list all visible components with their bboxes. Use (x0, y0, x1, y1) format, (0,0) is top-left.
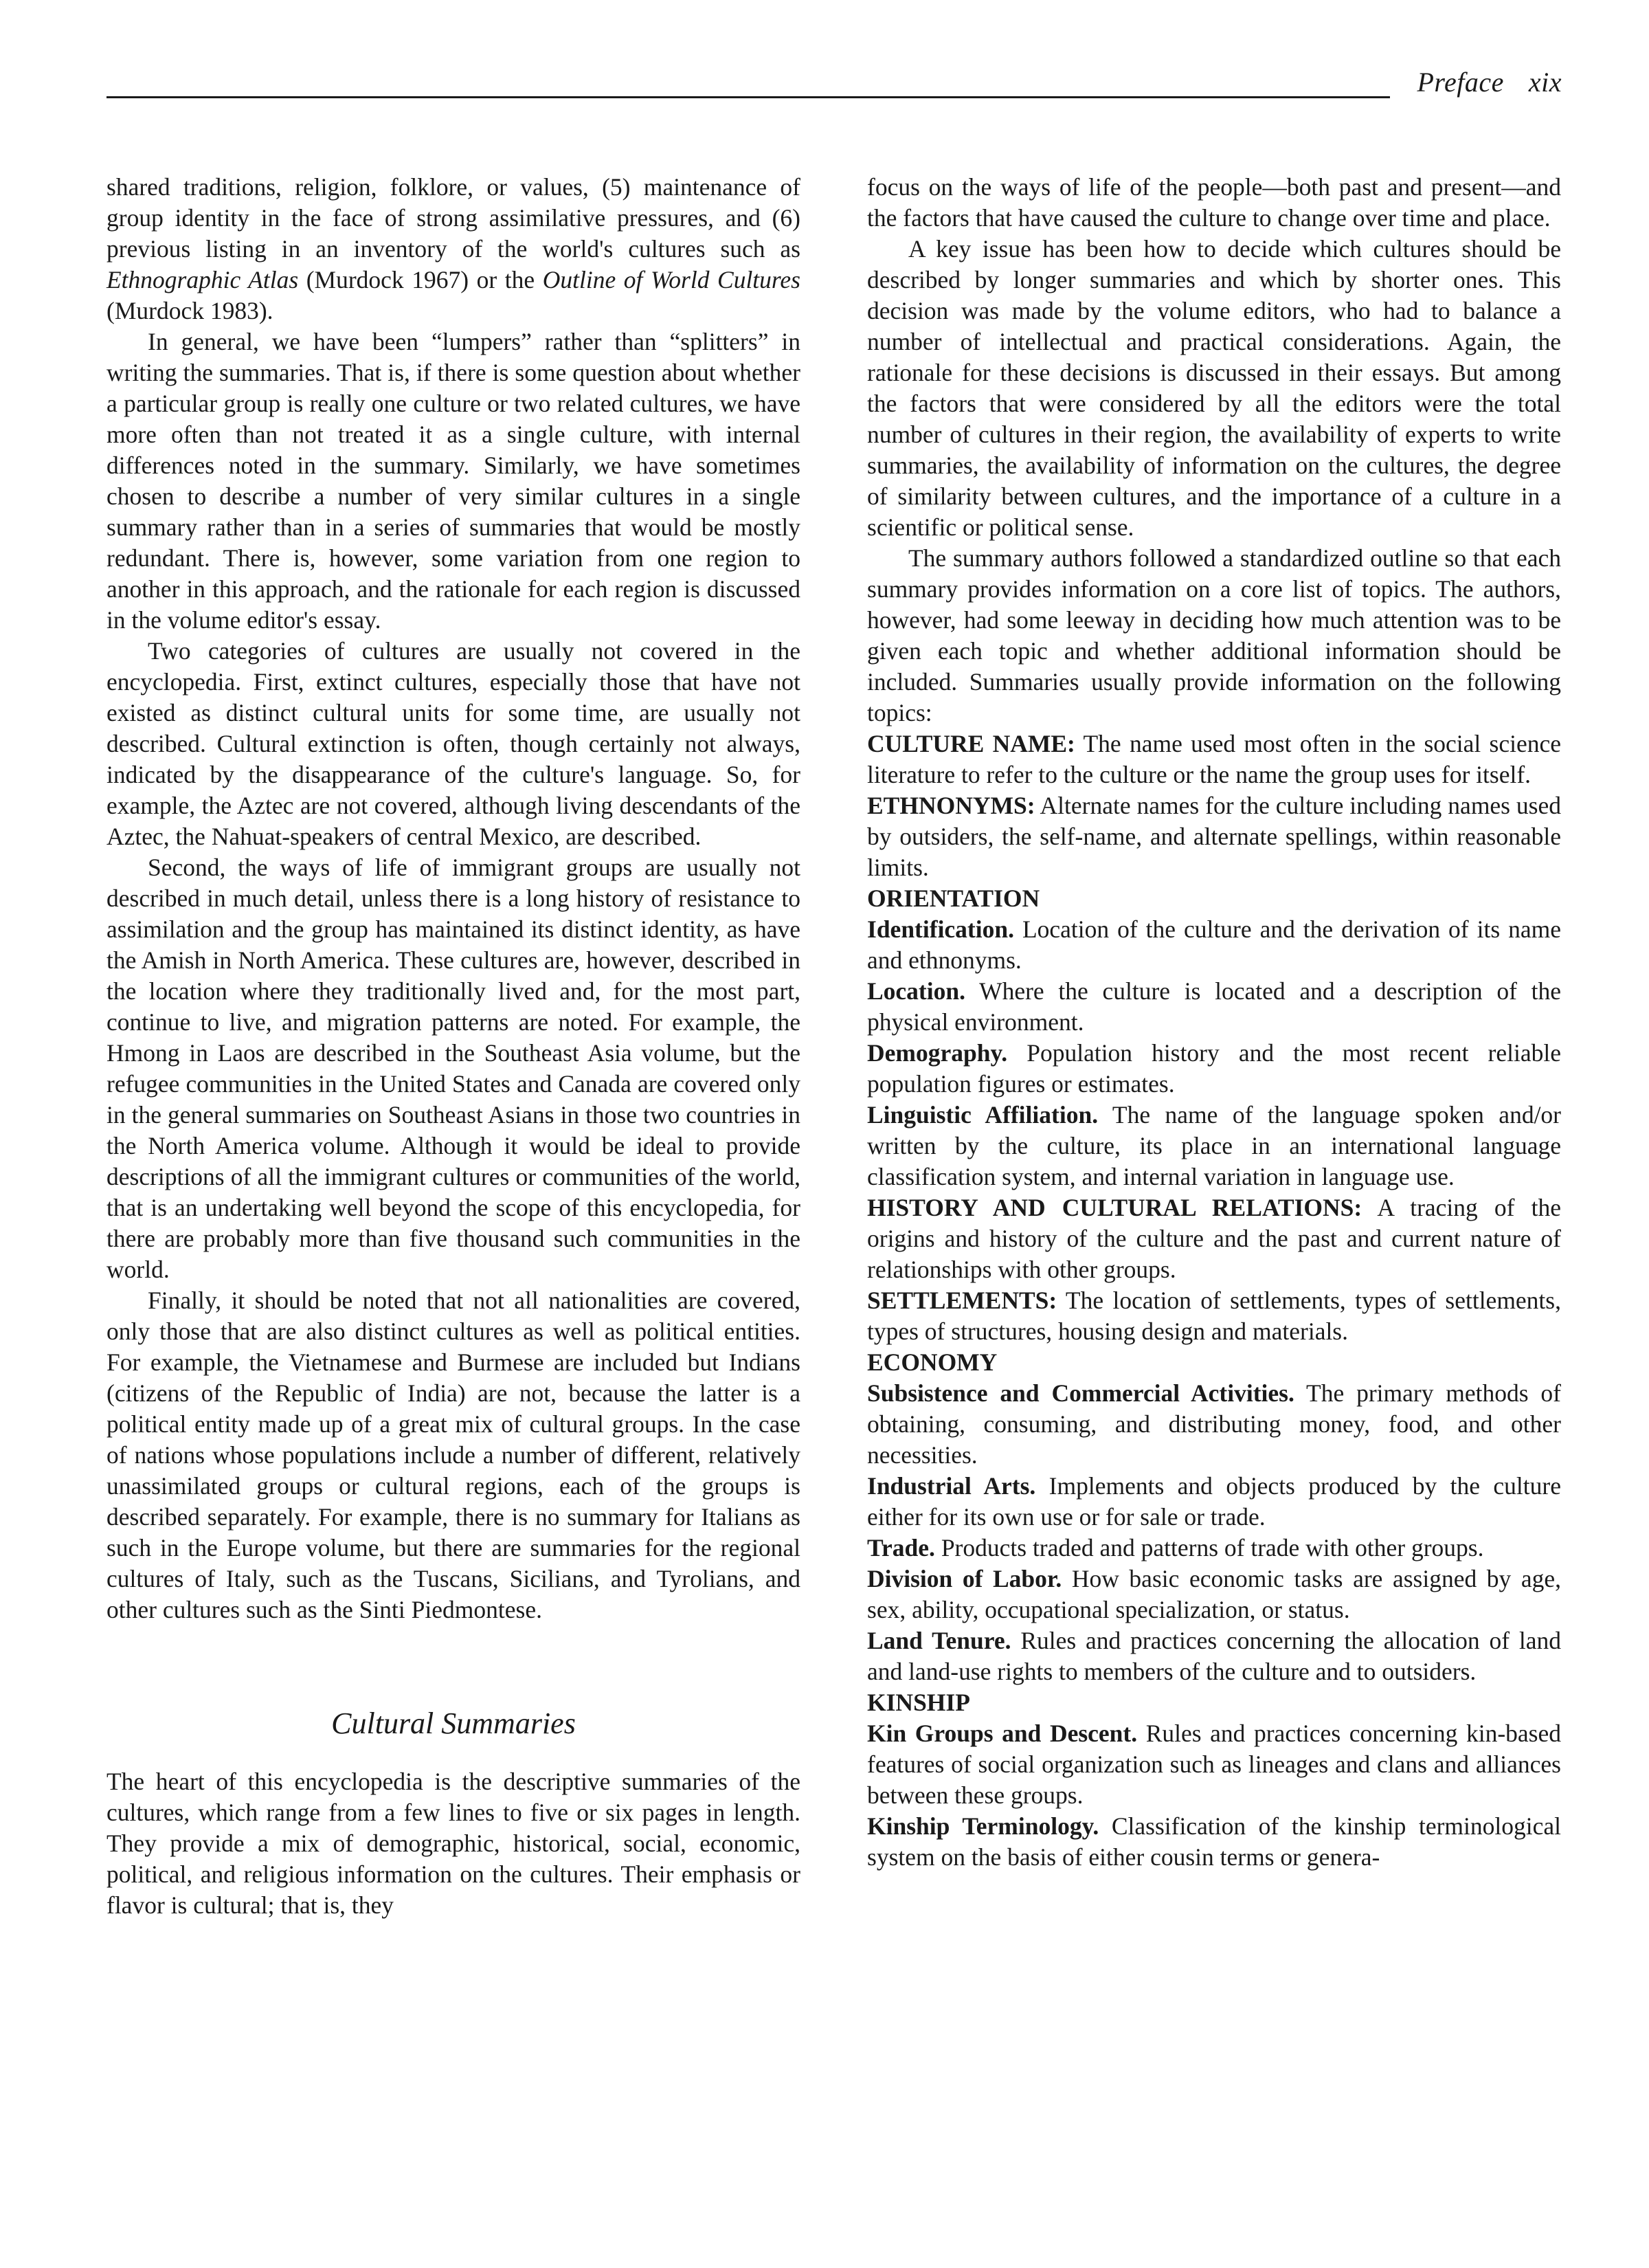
outline-topic (867, 976, 1561, 1038)
topic-description: The name used most often in the social science literature to refer to the culture or the name the group uses for itself. (867, 730, 1561, 788)
topic-description: Products traded and patterns of trade with other groups. (934, 1534, 1484, 1561)
topic-description: Implements and objects produced by the culture either for its own use or for sale or trade. (867, 1472, 1561, 1531)
topic-description: The name of the language spoken and/or written by the culture, its place in an international language classification system, and internal variation in language use. (867, 1101, 1561, 1190)
paragraph: shared traditions, religion, folklore, or values, (5) maintenance of group identity in the face of strong assimilative pressures, and (6) previous listing in an inventory of the world's cultures such as Ethnographic Atlas (Murdock 1967) or the Outline of World Cultures (Murdock 1983). (106, 173, 800, 324)
paragraph: The summary authors followed a standardized outline so that each summary provides information on a core list of topics. The authors, however, had some leeway in deciding how much attention was to be given each topic and whether additional information should be included. Summaries usually provide information on the following topics: (867, 544, 1561, 726)
paragraph: focus on the ways of life of the people—both past and present—and the factors that have caused the culture to change over time and place. (867, 173, 1561, 232)
topic-term: Land Tenure. (867, 1627, 1011, 1654)
outline-category: ORIENTATION (867, 885, 1040, 912)
topic-description: Population history and the most recent reliable population figures or estimates. (867, 1039, 1561, 1098)
topic-description: Alternate names for the culture including names used by outsiders, the self-name, and alternate spellings, within reasonable limits. (867, 792, 1561, 881)
topic-description: Location of the culture and the derivation of its name and ethnonyms. (867, 915, 1561, 974)
outline-topic (867, 1811, 1561, 1873)
topic-term: Location. (867, 977, 965, 1005)
outline-topic (867, 1038, 1561, 1100)
topic-description: Rules and practices concerning the allocation of land and land-use rights to members of the culture and to outsiders. (867, 1627, 1561, 1685)
section-heading: Cultural Summaries (331, 1706, 576, 1740)
topic-description: The location of settlements, types of settlements, types of structures, housing design and materials. (867, 1287, 1561, 1345)
paragraph: In general, we have been “lumpers” rather than “splitters” in writing the summaries. That is, if there is some question about whether a particular group is really one culture or two related cultures, we have more often than not treated it as a single culture, with internal differences noted in the summary. Similarly, we have sometimes chosen to describe a number of very similar cultures in a single summary rather than in a series of summaries that would be mostly redundant. There is, however, some variation from one region to another in this approach, and the rationale for each region is discussed in the volume editor's essay. (106, 328, 800, 634)
citation-title: Outline of World Cultures (542, 266, 800, 293)
running-head-text (1417, 66, 1562, 98)
paragraph: Finally, it should be noted that not all nationalities are covered, only those that are also distinct cultures as well as political entities. For example, the Vietnamese and Burmese are included but Indians (citizens of the Republic of India) are not, because the latter is a political entity made up of a great mix of cultural groups. In the case of nations whose populations include a number of different, relatively unassimilated groups or cultural regions, each of the groups is described separately. For example, there is no summary for Italians as such in the Europe volume, but there are summaries for the regional cultures of Italy, such as the Tuscans, Sicilians, and Tyrolians, and other cultures such as the Sinti Piedmontese. (106, 1287, 800, 1623)
paragraph: The heart of this encyclopedia is the descriptive summaries of the cultures, which range from a few lines to five or six pages in length. They provide a mix of demographic, historical, social, economic, political, and religious information on the cultures. Their emphasis or flavor is cultural; that is, they (106, 1768, 800, 1919)
left-column (106, 172, 800, 1921)
running-head-title: Preface (1417, 67, 1504, 98)
page-number: xix (1528, 67, 1562, 98)
topic-term: Kin Groups and Descent. (867, 1720, 1138, 1747)
outline-topic (867, 1533, 1561, 1564)
outline-category: KINSHIP (867, 1689, 970, 1716)
outline-topic (867, 1192, 1561, 1285)
outline-topic (867, 1378, 1561, 1471)
topic-term: Subsistence and Commercial Activities. (867, 1379, 1294, 1407)
right-column (867, 172, 1561, 1873)
topic-term: Identification. (867, 915, 1014, 943)
outline-topic (867, 1471, 1561, 1533)
topic-description: Classification of the kinship terminological system on the basis of either cousin terms or genera- (867, 1812, 1562, 1871)
outline-topic (867, 1564, 1561, 1625)
citation-title: Ethnographic Atlas (106, 266, 299, 293)
topic-term: Trade. (867, 1534, 935, 1561)
topic-term: Demography. (867, 1039, 1008, 1067)
outline-topic (867, 914, 1561, 976)
topic-term: Industrial Arts. (867, 1472, 1036, 1500)
outline-category: ECONOMY (867, 1348, 998, 1376)
paragraph: A key issue has been how to decide which cultures should be described by longer summaries and which by shorter ones. This decision was made by the volume editors, who had to balance a number of intellectual and practical considerations. Again, the rationale for these decisions is discussed in their essays. But among the factors that were considered by all the editors were the total number of cultures in their region, the availability of experts to write summaries, the availability of information on the cultures, the degree of similarity between cultures, and the importance of a culture in a scientific or political sense. (867, 235, 1561, 541)
topic-term: SETTLEMENTS: (867, 1287, 1057, 1314)
outline-topic (867, 790, 1561, 883)
topic-term: Linguistic Affiliation. (867, 1101, 1099, 1129)
topic-list (867, 729, 1561, 1873)
running-head (106, 66, 1562, 104)
paragraph: Two categories of cultures are usually not covered in the encyclopedia. First, extinct cultures, especially those that have not existed as distinct cultural units for some time, are usually not described. Cultural extinction is often, though certainly not always, indicated by the disappearance of the culture's language. So, for example, the Aztec are not covered, although living descendants of the Aztec, the Nahuat-speakers of central Mexico, are described. (106, 637, 800, 850)
outline-topic (867, 1100, 1561, 1192)
topic-description: The primary methods of obtaining, consuming, and distributing money, food, and other necessities. (867, 1379, 1561, 1469)
topic-term: HISTORY AND CULTURAL RELATIONS: (867, 1194, 1362, 1221)
outline-topic (867, 1718, 1561, 1811)
topic-description: Where the culture is located and a description of the physical environment. (867, 977, 1561, 1036)
paragraph: Second, the ways of life of immigrant groups are usually not described in much detail, unless there is a long history of resistance to assimilation and the group has maintained its distinct identity, as have the Amish in North America. These cultures are, however, described in the location where they traditionally lived and, for the most part, continue to live, and migration patterns are noted. For example, the Hmong in Laos are described in the Southeast Asia volume, but the refugee communities in the United States and Canada are covered only in the general summaries on Southeast Asians in those two countries in the North America volume. Although it would be ideal to provide descriptions of all the immigrant cultures or communities of the world, that is an undertaking well beyond the scope of this encyclopedia, for there are probably more than five thousand such communities in the world. (106, 854, 800, 1283)
topic-description: How basic economic tasks are assigned by age, sex, ability, occupational specialization, or status. (867, 1565, 1561, 1623)
topic-description: A tracing of the origins and history of the culture and the past and current nature of relationships with other groups. (867, 1194, 1561, 1283)
outline-topic (867, 1625, 1561, 1687)
outline-topic (867, 729, 1561, 790)
topic-term: ETHNONYMS: (867, 792, 1035, 819)
header-rule (106, 96, 1390, 98)
topic-description: Rules and practices concerning kin-based features of social organization such as lineages and clans and alliances between these groups. (867, 1720, 1561, 1809)
topic-term: Kinship Terminology. (867, 1812, 1099, 1840)
topic-term: Division of Labor. (867, 1565, 1062, 1592)
topic-term: CULTURE NAME: (867, 730, 1075, 757)
outline-topic (867, 1285, 1561, 1347)
